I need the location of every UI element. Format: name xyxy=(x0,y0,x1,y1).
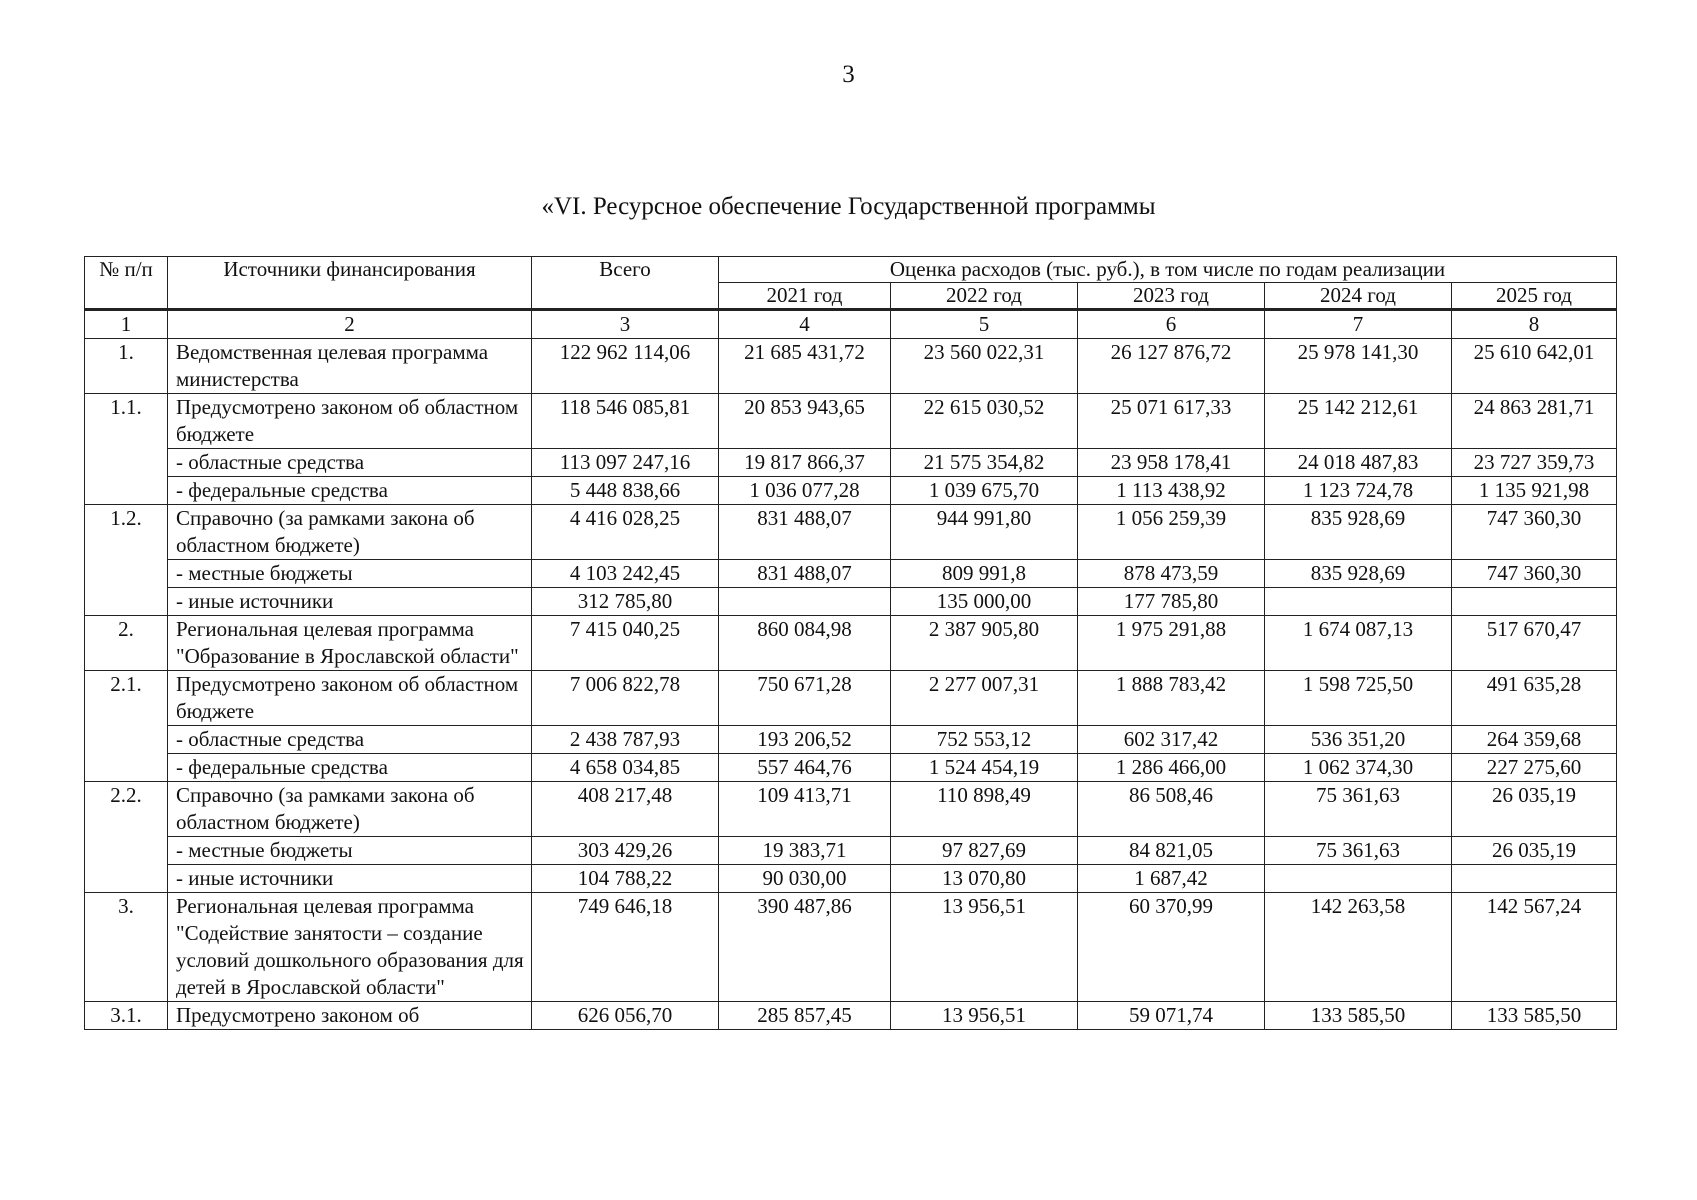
year-value: 557 464,76 xyxy=(719,754,891,782)
year-value: 133 585,50 xyxy=(1452,1002,1617,1030)
year-value: 1 674 087,13 xyxy=(1265,616,1452,671)
funding-source: - областные средства xyxy=(168,726,532,754)
header-year: 2024 год xyxy=(1265,283,1452,310)
year-value: 1 113 438,92 xyxy=(1078,477,1265,505)
year-value: 2 387 905,80 xyxy=(891,616,1078,671)
total-value: 118 546 085,81 xyxy=(532,394,719,449)
table-row xyxy=(85,339,1617,394)
year-value: 23 958 178,41 xyxy=(1078,449,1265,477)
table-row xyxy=(85,477,1617,505)
column-number: 6 xyxy=(1078,310,1265,339)
funding-source: - федеральные средства xyxy=(168,754,532,782)
table-row xyxy=(85,865,1617,893)
funding-source: Региональная целевая программа "Образование в Ярославской области" xyxy=(168,616,532,671)
year-value: 13 956,51 xyxy=(891,1002,1078,1030)
year-value: 90 030,00 xyxy=(719,865,891,893)
year-value: 26 035,19 xyxy=(1452,837,1617,865)
year-value: 750 671,28 xyxy=(719,671,891,726)
funding-source: - местные бюджеты xyxy=(168,837,532,865)
year-value: 133 585,50 xyxy=(1265,1002,1452,1030)
year-value xyxy=(1265,865,1452,893)
column-number: 3 xyxy=(532,310,719,339)
year-value xyxy=(1452,865,1617,893)
year-value: 23 727 359,73 xyxy=(1452,449,1617,477)
year-value: 19 383,71 xyxy=(719,837,891,865)
row-number: 3. xyxy=(85,893,168,1002)
year-value: 517 670,47 xyxy=(1452,616,1617,671)
row-number: 2.2. xyxy=(85,782,168,893)
year-value: 142 263,58 xyxy=(1265,893,1452,1002)
year-value: 747 360,30 xyxy=(1452,505,1617,560)
funding-source: Предусмотрено законом об областном бюджете xyxy=(168,394,532,449)
column-number: 8 xyxy=(1452,310,1617,339)
year-value: 60 370,99 xyxy=(1078,893,1265,1002)
year-value: 1 524 454,19 xyxy=(891,754,1078,782)
year-value: 1 888 783,42 xyxy=(1078,671,1265,726)
table-row xyxy=(85,616,1617,671)
total-value: 4 103 242,45 xyxy=(532,560,719,588)
year-value: 193 206,52 xyxy=(719,726,891,754)
row-number: 2. xyxy=(85,616,168,671)
column-number: 4 xyxy=(719,310,891,339)
total-value: 104 788,22 xyxy=(532,865,719,893)
table-row xyxy=(85,893,1617,1002)
year-value: 491 635,28 xyxy=(1452,671,1617,726)
year-value: 97 827,69 xyxy=(891,837,1078,865)
row-number: 2.1. xyxy=(85,671,168,782)
year-value: 142 567,24 xyxy=(1452,893,1617,1002)
year-value: 13 070,80 xyxy=(891,865,1078,893)
year-value: 59 071,74 xyxy=(1078,1002,1265,1030)
funding-source: - иные источники xyxy=(168,865,532,893)
year-value: 1 135 921,98 xyxy=(1452,477,1617,505)
year-value: 26 127 876,72 xyxy=(1078,339,1265,394)
table-row xyxy=(85,837,1617,865)
header-total: Всего xyxy=(532,257,719,310)
funding-source: Предусмотрено законом об областном бюджете xyxy=(168,671,532,726)
row-number: 1.1. xyxy=(85,394,168,505)
table-row xyxy=(85,754,1617,782)
year-value: 285 857,45 xyxy=(719,1002,891,1030)
year-value: 2 277 007,31 xyxy=(891,671,1078,726)
year-value: 23 560 022,31 xyxy=(891,339,1078,394)
year-value: 135 000,00 xyxy=(891,588,1078,616)
year-value xyxy=(1452,588,1617,616)
year-value: 831 488,07 xyxy=(719,505,891,560)
funding-source: Региональная целевая программа "Содействие занятости – создание условий дошкольного образования для детей в Ярославской области" xyxy=(168,893,532,1002)
year-value: 831 488,07 xyxy=(719,560,891,588)
header-estimate: Оценка расходов (тыс. руб.), в том числе по годам реализации xyxy=(719,257,1617,283)
total-value: 626 056,70 xyxy=(532,1002,719,1030)
year-value: 86 508,46 xyxy=(1078,782,1265,837)
total-value: 749 646,18 xyxy=(532,893,719,1002)
year-value: 20 853 943,65 xyxy=(719,394,891,449)
year-value: 1 975 291,88 xyxy=(1078,616,1265,671)
table-row xyxy=(85,588,1617,616)
total-value: 303 429,26 xyxy=(532,837,719,865)
year-value: 75 361,63 xyxy=(1265,782,1452,837)
year-value: 602 317,42 xyxy=(1078,726,1265,754)
table-row xyxy=(85,449,1617,477)
year-value: 21 575 354,82 xyxy=(891,449,1078,477)
header-source: Источники финансирования xyxy=(168,257,532,310)
column-number: 2 xyxy=(168,310,532,339)
column-numbering-row xyxy=(85,310,1617,339)
year-value: 84 821,05 xyxy=(1078,837,1265,865)
year-value: 1 123 724,78 xyxy=(1265,477,1452,505)
year-value: 835 928,69 xyxy=(1265,560,1452,588)
total-value: 4 658 034,85 xyxy=(532,754,719,782)
year-value: 1 062 374,30 xyxy=(1265,754,1452,782)
year-value: 1 036 077,28 xyxy=(719,477,891,505)
total-value: 5 448 838,66 xyxy=(532,477,719,505)
header-year: 2025 год xyxy=(1452,283,1617,310)
funding-source: - федеральные средства xyxy=(168,477,532,505)
year-value: 25 610 642,01 xyxy=(1452,339,1617,394)
funding-source: - местные бюджеты xyxy=(168,560,532,588)
row-number: 1. xyxy=(85,339,168,394)
header-year: 2023 год xyxy=(1078,283,1265,310)
table-row xyxy=(85,560,1617,588)
resource-table xyxy=(84,256,1617,1030)
funding-source: Предусмотрено законом об xyxy=(168,1002,532,1030)
table-row xyxy=(85,726,1617,754)
row-number: 3.1. xyxy=(85,1002,168,1030)
year-value: 264 359,68 xyxy=(1452,726,1617,754)
table-row xyxy=(85,394,1617,449)
year-value: 21 685 431,72 xyxy=(719,339,891,394)
year-value: 227 275,60 xyxy=(1452,754,1617,782)
total-value: 312 785,80 xyxy=(532,588,719,616)
year-value: 109 413,71 xyxy=(719,782,891,837)
year-value: 13 956,51 xyxy=(891,893,1078,1002)
column-number: 7 xyxy=(1265,310,1452,339)
year-value: 1 687,42 xyxy=(1078,865,1265,893)
year-value: 390 487,86 xyxy=(719,893,891,1002)
column-number: 5 xyxy=(891,310,1078,339)
funding-source: - иные источники xyxy=(168,588,532,616)
header-year: 2021 год xyxy=(719,283,891,310)
year-value xyxy=(1265,588,1452,616)
page-number: 3 xyxy=(842,61,855,88)
year-value: 944 991,80 xyxy=(891,505,1078,560)
year-value: 878 473,59 xyxy=(1078,560,1265,588)
header-num: № п/п xyxy=(85,257,168,310)
year-value: 22 615 030,52 xyxy=(891,394,1078,449)
table-row xyxy=(85,782,1617,837)
year-value: 177 785,80 xyxy=(1078,588,1265,616)
table-body xyxy=(85,310,1617,1030)
table-row xyxy=(85,1002,1617,1030)
year-value: 25 071 617,33 xyxy=(1078,394,1265,449)
year-value: 19 817 866,37 xyxy=(719,449,891,477)
row-number: 1.2. xyxy=(85,505,168,616)
funding-source: Справочно (за рамками закона об областном бюджете) xyxy=(168,782,532,837)
total-value: 7 006 822,78 xyxy=(532,671,719,726)
year-value: 1 286 466,00 xyxy=(1078,754,1265,782)
total-value: 4 416 028,25 xyxy=(532,505,719,560)
year-value: 26 035,19 xyxy=(1452,782,1617,837)
total-value: 2 438 787,93 xyxy=(532,726,719,754)
year-value: 75 361,63 xyxy=(1265,837,1452,865)
table-row xyxy=(85,505,1617,560)
table-row xyxy=(85,671,1617,726)
total-value: 113 097 247,16 xyxy=(532,449,719,477)
year-value: 860 084,98 xyxy=(719,616,891,671)
funding-source: Справочно (за рамками закона об областном бюджете) xyxy=(168,505,532,560)
year-value: 25 978 141,30 xyxy=(1265,339,1452,394)
column-number: 1 xyxy=(85,310,168,339)
year-value: 752 553,12 xyxy=(891,726,1078,754)
total-value: 408 217,48 xyxy=(532,782,719,837)
year-value: 1 056 259,39 xyxy=(1078,505,1265,560)
year-value: 24 863 281,71 xyxy=(1452,394,1617,449)
header-year: 2022 год xyxy=(891,283,1078,310)
total-value: 7 415 040,25 xyxy=(532,616,719,671)
year-value: 747 360,30 xyxy=(1452,560,1617,588)
year-value: 110 898,49 xyxy=(891,782,1078,837)
year-value: 24 018 487,83 xyxy=(1265,449,1452,477)
section-title: «VI. Ресурсное обеспечение Государственной программы xyxy=(541,193,1156,220)
year-value: 1 598 725,50 xyxy=(1265,671,1452,726)
year-value: 536 351,20 xyxy=(1265,726,1452,754)
year-value xyxy=(719,588,891,616)
year-value: 25 142 212,61 xyxy=(1265,394,1452,449)
year-value: 835 928,69 xyxy=(1265,505,1452,560)
year-value: 1 039 675,70 xyxy=(891,477,1078,505)
total-value: 122 962 114,06 xyxy=(532,339,719,394)
funding-source: Ведомственная целевая программа министерства xyxy=(168,339,532,394)
funding-source: - областные средства xyxy=(168,449,532,477)
year-value: 809 991,8 xyxy=(891,560,1078,588)
